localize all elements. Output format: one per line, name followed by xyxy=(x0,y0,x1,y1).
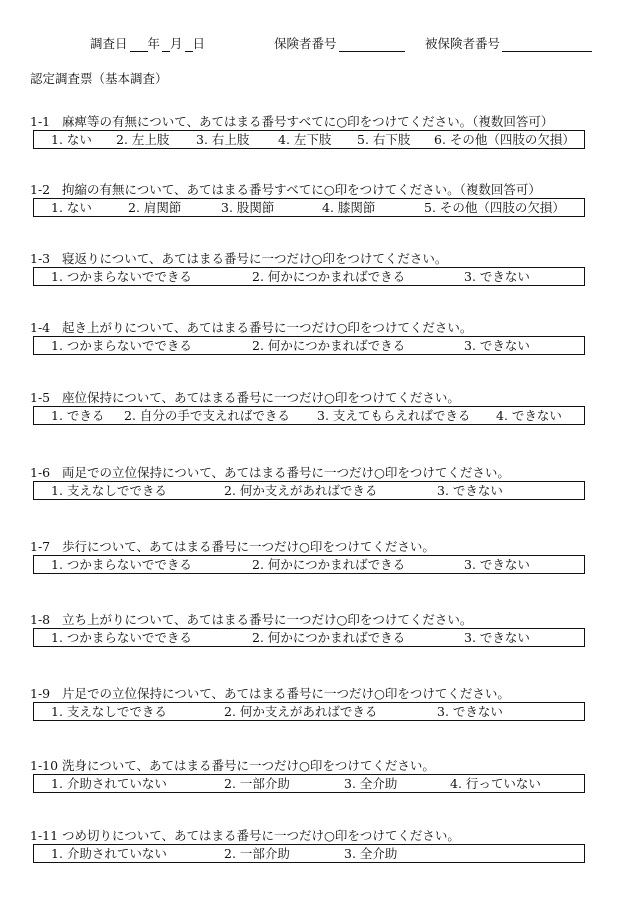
answer-options-box xyxy=(33,336,585,355)
question-number: 1-11 xyxy=(30,828,59,843)
answer-option[interactable]: 3. できない xyxy=(464,269,530,284)
insured-number-label: 被保険者番号 xyxy=(425,36,501,51)
question-number: 1-4 xyxy=(30,320,51,335)
answer-option[interactable]: 3. できない xyxy=(464,630,530,645)
answer-option[interactable]: 2. 何か支えがあればできる xyxy=(224,704,378,719)
question-number: 1-1 xyxy=(30,114,51,129)
question-number: 1-9 xyxy=(30,686,51,701)
answer-option[interactable]: 3. できない xyxy=(464,557,530,572)
day-label: 日 xyxy=(192,36,206,51)
answer-option[interactable]: 3. 股関節 xyxy=(221,200,275,215)
year-label: 年 xyxy=(147,36,161,51)
question-label: つめ切りについて、あてはまる番号に一つだけ○印をつけてください。 xyxy=(62,828,460,843)
answer-option[interactable]: 3. 支えてもらえればできる xyxy=(317,408,471,423)
question-label: 拘縮の有無について、あてはまる番号すべてに○印をつけてください。（複数回答可） xyxy=(62,182,541,197)
question-label: 洗身について、あてはまる番号に一つだけ○印をつけてください。 xyxy=(62,758,435,773)
answer-option[interactable]: 6. その他（四肢の欠損） xyxy=(434,132,575,147)
question-text xyxy=(30,537,435,555)
answer-option[interactable]: 2. 何かにつかまればできる xyxy=(252,630,406,645)
answer-option[interactable]: 4. 左下肢 xyxy=(278,132,332,147)
answer-option[interactable]: 3. 全介助 xyxy=(344,846,398,861)
question-number: 1-5 xyxy=(30,390,51,405)
answer-option[interactable]: 2. 自分の手で支えればできる xyxy=(124,408,290,423)
answer-option[interactable]: 4. できない xyxy=(496,408,562,423)
question-label: 座位保持について、あてはまる番号に一つだけ○印をつけてください。 xyxy=(62,390,460,405)
answer-option[interactable]: 1. つかまらないでできる xyxy=(51,269,192,284)
form-header xyxy=(0,34,630,50)
answer-options-box xyxy=(33,555,585,574)
answer-option[interactable]: 5. 右下肢 xyxy=(357,132,411,147)
year-blank[interactable] xyxy=(130,38,148,52)
answer-options-box xyxy=(33,130,585,149)
answer-option[interactable]: 4. 行っていない xyxy=(450,776,541,791)
answer-option[interactable]: 3. できない xyxy=(437,483,503,498)
question-text xyxy=(30,463,510,481)
answer-option[interactable]: 1. つかまらないでできる xyxy=(51,338,192,353)
insurer-number xyxy=(274,34,405,52)
answer-option[interactable]: 1. つかまらないでできる xyxy=(51,557,192,572)
question-text xyxy=(30,756,435,774)
answer-option[interactable]: 2. 左上肢 xyxy=(116,132,170,147)
answer-option[interactable]: 1. ない xyxy=(51,132,92,147)
month-label: 月 xyxy=(170,36,183,51)
question-text xyxy=(30,249,447,267)
question-text xyxy=(30,684,510,702)
question-label: 寝返りについて、あてはまる番号に一つだけ○印をつけてください。 xyxy=(62,251,448,266)
question-number: 1-7 xyxy=(30,539,51,554)
answer-options-box xyxy=(33,481,585,500)
survey-date xyxy=(90,34,205,52)
day-blank[interactable] xyxy=(185,38,193,52)
insured-number-blank[interactable] xyxy=(502,38,592,52)
question-text xyxy=(30,610,472,628)
answer-option[interactable]: 3. できない xyxy=(437,704,503,719)
answer-option[interactable]: 1. 支えなしでできる xyxy=(51,704,167,719)
question-label: 歩行について、あてはまる番号に一つだけ○印をつけてください。 xyxy=(62,539,435,554)
answer-options-box xyxy=(33,774,585,793)
question-label: 起き上がりについて、あてはまる番号に一つだけ○印をつけてください。 xyxy=(62,320,473,335)
answer-option[interactable]: 3. 右上肢 xyxy=(196,132,250,147)
answer-option[interactable]: 2. 何かにつかまればできる xyxy=(252,557,406,572)
document-title: 認定調査票（基本調査） xyxy=(30,71,168,86)
question-label: 片足での立位保持について、あてはまる番号に一つだけ○印をつけてください。 xyxy=(62,686,510,701)
answer-options-box xyxy=(33,267,585,286)
question-text xyxy=(30,826,460,844)
question-text xyxy=(30,180,541,198)
insurer-number-label: 保険者番号 xyxy=(274,36,337,51)
question-label: 両足での立位保持について、あてはまる番号に一つだけ○印をつけてください。 xyxy=(62,465,510,480)
answer-option[interactable]: 2. 何か支えがあればできる xyxy=(224,483,378,498)
answer-option[interactable]: 4. 膝関節 xyxy=(322,200,376,215)
question-number: 1-2 xyxy=(30,182,51,197)
answer-option[interactable]: 3. 全介助 xyxy=(344,776,398,791)
question-label: 立ち上がりについて、あてはまる番号に一つだけ○印をつけてください。 xyxy=(62,612,473,627)
answer-option[interactable]: 2. 一部介助 xyxy=(224,776,290,791)
answer-option[interactable]: 3. できない xyxy=(464,338,530,353)
question-number: 1-10 xyxy=(30,758,59,773)
answer-option[interactable]: 1. 介助されていない xyxy=(51,846,167,861)
insured-number xyxy=(425,34,592,52)
answer-option[interactable]: 2. 肩関節 xyxy=(128,200,182,215)
question-number: 1-6 xyxy=(30,465,51,480)
answer-option[interactable]: 2. 一部介助 xyxy=(224,846,290,861)
answer-option[interactable]: 2. 何かにつかまればできる xyxy=(252,269,406,284)
answer-option[interactable]: 1. 介助されていない xyxy=(51,776,167,791)
question-number: 1-3 xyxy=(30,251,51,266)
answer-options-box xyxy=(33,628,585,647)
answer-options-box xyxy=(33,406,585,425)
question-text xyxy=(30,388,460,406)
survey-date-label: 調査日 xyxy=(90,36,128,51)
answer-options-box xyxy=(33,702,585,721)
answer-option[interactable]: 5. その他（四肢の欠損） xyxy=(424,200,565,215)
question-text xyxy=(30,112,553,130)
answer-options-box xyxy=(33,844,585,863)
answer-option[interactable]: 2. 何かにつかまればできる xyxy=(252,338,406,353)
question-label: 麻痺等の有無について、あてはまる番号すべてに○印をつけてください。（複数回答可） xyxy=(62,114,554,129)
question-number: 1-8 xyxy=(30,612,51,627)
answer-option[interactable]: 1. 支えなしでできる xyxy=(51,483,167,498)
answer-options-box xyxy=(33,198,585,217)
question-text xyxy=(30,318,472,336)
answer-option[interactable]: 1. できる xyxy=(51,408,105,423)
month-blank[interactable] xyxy=(162,38,170,52)
insurer-number-blank[interactable] xyxy=(339,38,405,52)
answer-option[interactable]: 1. ない xyxy=(51,200,92,215)
answer-option[interactable]: 1. つかまらないでできる xyxy=(51,630,192,645)
